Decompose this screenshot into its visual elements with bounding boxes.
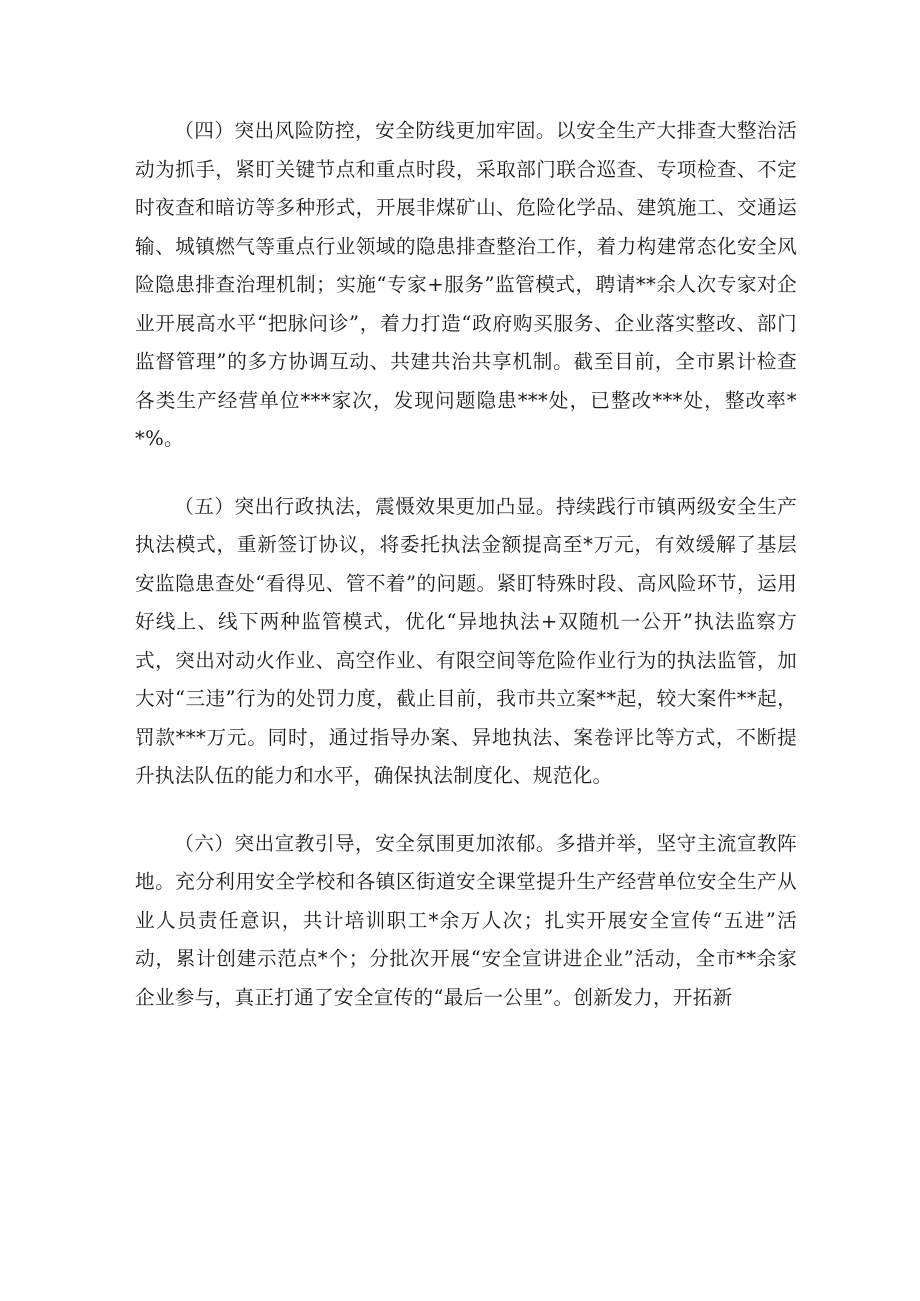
paragraph-publicity-education: （六）突出宣教引导，安全氛围更加浓郁。多措并举，坚守主流宣教阵地。充分利用安全学校和各镇区街道安全课堂提升生产经营单位安全生产从业人员责任意识，共计培训职工*余万人次；扎实开展安全宣传“五进”活动，累计创建示范点*个；分批次开展“安全宣讲进企业”活动，全市**余家企业参与，真正打通了安全宣传的“最后一公里”。创新发力，开拓新	[135, 831, 797, 1009]
document-body	[135, 112, 797, 1017]
paragraph-risk-prevention: （四）突出风险防控，安全防线更加牢固。以安全生产大排查大整治活动为抓手，紧盯关键节点和重点时段，采取部门联合巡查、专项检查、不定时夜查和暗访等多种形式，开展非煤矿山、危险化学品、建筑施工、交通运输、城镇燃气等重点行业领域的隐患排查整治工作，着力构建常态化安全风险隐患排查治理机制；实施“专家+服务”监管模式，聘请**余人次专家对企业开展高水平“把脉问诊”，着力打造“政府购买服务、企业落实整改、部门监督管理”的多方协调互动、共建共治共享机制。截至目前，全市累计检查各类生产经营单位***家次，发现问题隐患***处，已整改***处，整改率**%。	[135, 119, 797, 450]
paragraph-administrative-enforcement: （五）突出行政执法，震慑效果更加凸显。持续践行市镇两级安全生产执法模式，重新签订协议，将委托执法金额提高至*万元，有效缓解了基层安监隐患查处“看得见、管不着”的问题。紧盯特殊时段、高风险环节，运用好线上、线下两种监管模式，优化“异地执法+双随机一公开”执法监察方式，突出对动火作业、高空作业、有限空间等危险作业行为的执法监管，加大对“三违”行为的处罚力度，截止目前，我市共立案**起，较大案件**起，罚款***万元。同时，通过指导办案、异地执法、案卷评比等方式，不断提升执法队伍的能力和水平，确保执法制度化、规范化。	[135, 494, 797, 787]
